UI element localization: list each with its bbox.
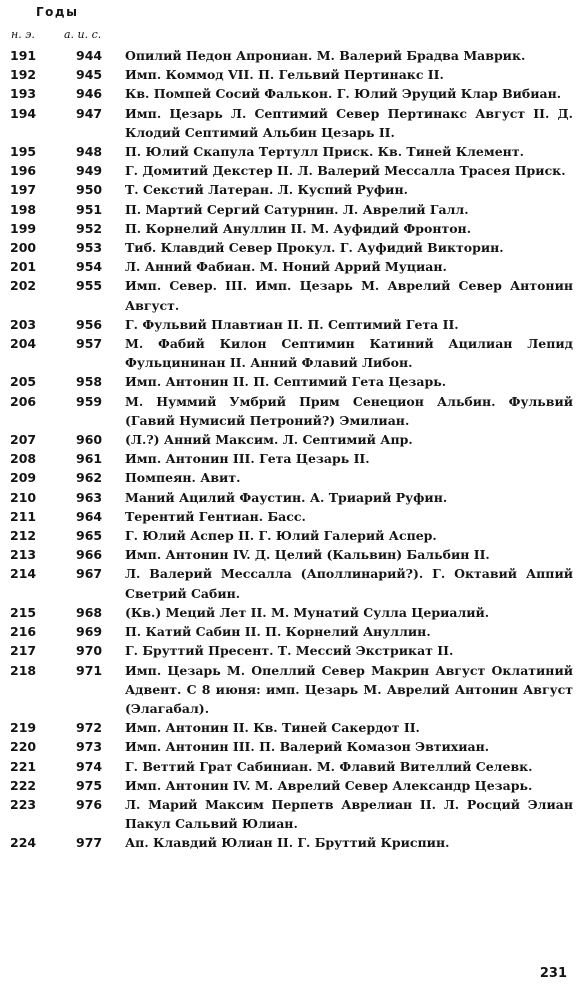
table-row <box>0 622 583 641</box>
year-ad: 212 <box>10 528 37 544</box>
table-row <box>0 104 583 142</box>
year-auc: 973 <box>76 739 103 755</box>
year-auc: 963 <box>76 489 103 505</box>
consuls-text: Л. Анний Фабиан. М. Ноний Аррий Муциан. <box>125 259 447 275</box>
year-ad: 211 <box>10 508 37 524</box>
year-ad: 195 <box>10 144 37 160</box>
table-row <box>0 161 583 180</box>
column-header-ad: н. э. <box>11 28 35 41</box>
consuls-text: Тиб. Клавдий Север Прокул. Г. Ауфидий Викторин. <box>125 240 504 256</box>
year-auc: 954 <box>76 259 103 275</box>
table-row <box>0 372 583 391</box>
consuls-text: Г. Веттий Грат Сабиниан. М. Флавий Вителлий Селевк. <box>125 758 533 774</box>
table-row <box>0 449 583 468</box>
consuls-text: Г. Домитий Декстер II. Л. Валерий Мессалла Трасея Приск. <box>125 163 566 179</box>
consuls-text: Л. Валерий Мессалла (Аполлинарий?). Г. Октавий Аппий Светрий Сабин. <box>125 566 573 601</box>
consuls-text: Кв. Помпей Сосий Фалькон. Г. Юлий Эруций Клар Вибиан. <box>125 86 562 102</box>
year-ad: 209 <box>10 470 37 486</box>
table-row <box>0 315 583 334</box>
year-auc: 972 <box>76 720 103 736</box>
table-row <box>0 46 583 65</box>
table-row <box>0 65 583 84</box>
year-ad: 214 <box>10 566 37 582</box>
year-ad: 193 <box>10 86 37 102</box>
year-ad: 206 <box>10 393 37 409</box>
table-row <box>0 603 583 622</box>
consuls-text: Л. Марий Максим Перпетв Аврелиан II. Л. Росций Элиан Пакул Сальвий Юлиан. <box>125 796 573 832</box>
year-auc: 957 <box>76 336 103 352</box>
table-row <box>0 334 583 372</box>
table-row <box>0 737 583 756</box>
consuls-text: Маний Ацилий Фаустин. А. Триарий Руфин. <box>125 489 448 505</box>
year-auc: 955 <box>76 278 103 294</box>
consuls-text: П. Юлий Скапула Тертулл Приск. Кв. Тиней Клемент. <box>125 144 524 160</box>
year-auc: 952 <box>76 220 103 236</box>
consuls-text: (Кв.) Меций Лет II. М. Мунатий Сулла Цериалий. <box>125 604 490 620</box>
year-auc: 947 <box>76 105 103 121</box>
year-auc: 974 <box>76 758 103 774</box>
consuls-text: Имп. Антонин III. Гета Цезарь II. <box>125 451 370 467</box>
table-row <box>0 200 583 219</box>
year-ad: 221 <box>10 758 37 774</box>
year-auc: 945 <box>76 67 103 83</box>
consuls-text: Имп. Антонин III. П. Валерий Комазон Эвтихиан. <box>125 739 490 755</box>
year-ad: 202 <box>10 278 37 294</box>
consuls-text: Имп. Цезарь Л. Септимий Север Пертинакс Август II. Д. Клодий Септимий Альбин Цезарь II. <box>125 105 573 140</box>
consuls-text: Имп. Цезарь М. Опеллий Север Макрин Август Оклатиний Адвент. С 8 июня: имп. Цезарь М. Аврелий Антонин Август (Элагабал). <box>125 662 573 716</box>
table-row <box>0 142 583 161</box>
table-row <box>0 257 583 276</box>
table-row <box>0 661 583 719</box>
year-ad: 199 <box>10 220 37 236</box>
consuls-text: Имп. Антонин II. П. Септимий Гета Цезарь. <box>125 374 447 390</box>
consuls-text: М. Фабий Килон Септимин Катиний Ацилиан Лепид Фульцининан II. Анний Флавий Либон. <box>125 336 573 371</box>
consuls-text: Терентий Гентиан. Басс. <box>125 508 306 524</box>
consuls-text: П. Мартий Сергий Сатурнин. Л. Аврелий Галл. <box>125 201 469 217</box>
year-ad: 210 <box>10 489 37 505</box>
consuls-text: Г. Юлий Аспер II. Г. Юлий Галерий Аспер. <box>125 528 437 544</box>
year-auc: 975 <box>76 777 103 793</box>
year-auc: 953 <box>76 240 103 256</box>
year-auc: 971 <box>76 662 103 678</box>
year-ad: 192 <box>10 67 37 83</box>
consuls-text: М. Нуммий Умбрий Прим Сенецион Альбин. Фульвий (Гавий Нумисий Петроний?) Эмилиан. <box>125 393 573 428</box>
year-auc: 967 <box>76 566 103 582</box>
year-auc: 950 <box>76 182 103 198</box>
year-auc: 951 <box>76 201 103 217</box>
year-ad: 217 <box>10 643 37 659</box>
year-ad: 222 <box>10 777 37 793</box>
year-ad: 219 <box>10 720 37 736</box>
year-auc: 970 <box>76 643 103 659</box>
page-number: 231 <box>539 966 567 981</box>
year-auc: 949 <box>76 163 103 179</box>
table-row <box>0 238 583 257</box>
table-row <box>0 795 583 833</box>
table-row <box>0 84 583 103</box>
table-row <box>0 833 583 852</box>
year-auc: 944 <box>76 48 103 63</box>
consuls-text: Т. Секстий Латеран. Л. Куспий Руфин. <box>125 182 408 198</box>
table-row <box>0 757 583 776</box>
consuls-text: Имп. Коммод VII. П. Гельвий Пертинакс II. <box>125 67 444 83</box>
year-ad: 198 <box>10 201 37 217</box>
table-row <box>0 219 583 238</box>
year-ad: 224 <box>10 835 37 851</box>
consuls-text: (Л.?) Анний Максим. Л. Септимий Апр. <box>125 432 413 448</box>
year-ad: 218 <box>10 662 37 678</box>
year-auc: 959 <box>76 393 103 409</box>
table-row <box>0 641 583 660</box>
column-group-title: Годы <box>36 5 79 19</box>
year-auc: 976 <box>76 796 103 812</box>
table-row <box>0 276 583 314</box>
consul-list <box>0 46 583 853</box>
year-ad: 203 <box>10 316 37 332</box>
consuls-text: Ап. Клавдий Юлиан II. Г. Бруттий Криспин. <box>125 835 450 851</box>
year-ad: 205 <box>10 374 37 390</box>
year-auc: 968 <box>76 604 103 620</box>
consuls-text: Помпеян. Авит. <box>125 470 241 486</box>
year-auc: 962 <box>76 470 103 486</box>
year-ad: 223 <box>10 796 37 812</box>
year-ad: 216 <box>10 624 37 640</box>
year-auc: 966 <box>76 547 103 563</box>
year-ad: 213 <box>10 547 37 563</box>
table-row <box>0 468 583 487</box>
consuls-text: Г. Фульвий Плавтиан II. П. Септимий Гета II. <box>125 316 459 332</box>
column-header-auc: а. и. с. <box>64 28 102 41</box>
table-row <box>0 718 583 737</box>
year-auc: 961 <box>76 451 103 467</box>
year-auc: 969 <box>76 624 103 640</box>
year-ad: 220 <box>10 739 37 755</box>
consuls-text: Имп. Антонин II. Кв. Тиней Сакердот II. <box>125 720 420 736</box>
year-auc: 964 <box>76 508 103 524</box>
consuls-text: Г. Бруттий Пресент. Т. Мессий Экстрикат II. <box>125 643 454 659</box>
year-ad: 191 <box>10 48 37 63</box>
consuls-text: Имп. Антонин IV. М. Аврелий Север Александр Цезарь. <box>125 777 533 793</box>
year-auc: 960 <box>76 432 103 448</box>
consuls-text: П. Катий Сабин II. П. Корнелий Ануллин. <box>125 624 431 640</box>
year-auc: 948 <box>76 144 103 160</box>
consuls-text: Опилий Педон Апрониан. М. Валерий Брадва Маврик. <box>125 48 526 63</box>
consuls-text: П. Корнелий Ануллин II. М. Ауфидий Фронтон. <box>125 220 472 236</box>
table-row <box>0 488 583 507</box>
year-ad: 208 <box>10 451 37 467</box>
table-row <box>0 430 583 449</box>
year-ad: 200 <box>10 240 37 256</box>
table-row <box>0 180 583 199</box>
table-row <box>0 776 583 795</box>
year-ad: 204 <box>10 336 37 352</box>
table-row <box>0 564 583 602</box>
year-ad: 197 <box>10 182 37 198</box>
year-ad: 215 <box>10 604 37 620</box>
table-row <box>0 392 583 430</box>
table-row <box>0 507 583 526</box>
consuls-text: Имп. Север. III. Имп. Цезарь М. Аврелий Север Антонин Август. <box>125 278 573 313</box>
year-auc: 946 <box>76 86 103 102</box>
year-ad: 196 <box>10 163 37 179</box>
year-ad: 201 <box>10 259 37 275</box>
year-auc: 956 <box>76 316 103 332</box>
table-row <box>0 545 583 564</box>
table-row <box>0 526 583 545</box>
year-ad: 207 <box>10 432 37 448</box>
year-auc: 977 <box>76 835 103 851</box>
year-auc: 965 <box>76 528 103 544</box>
consuls-text: Имп. Антонин IV. Д. Целий (Кальвин) Бальбин II. <box>125 547 490 563</box>
year-ad: 194 <box>10 105 37 121</box>
year-auc: 958 <box>76 374 103 390</box>
